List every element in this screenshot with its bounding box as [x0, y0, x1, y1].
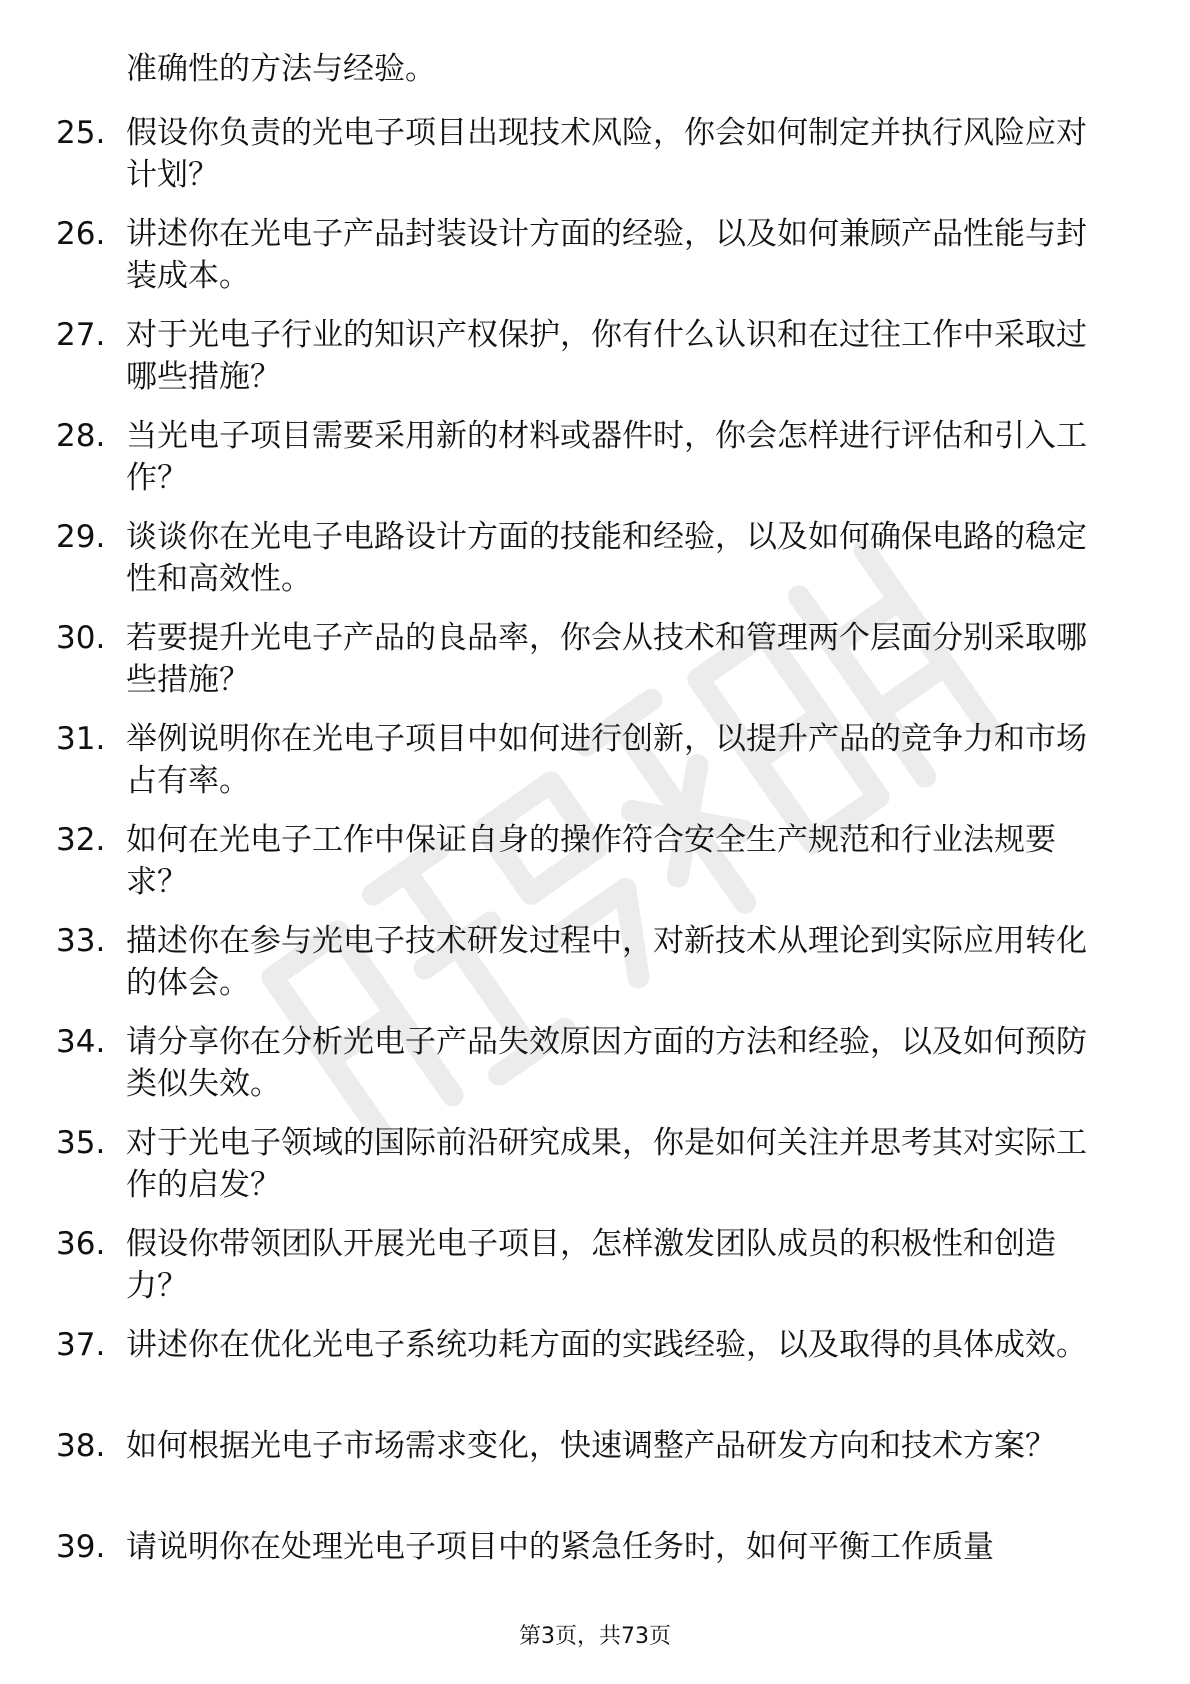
page-number-footer: 第3页，共73页 — [519, 1624, 671, 1649]
question-item — [0, 617, 1190, 718]
question-text: 描述你在参与光电子技术研发过程中，对新技术从理论到实际应用转化的体会。 — [126, 923, 1087, 1001]
question-list — [0, 112, 1190, 1627]
question-number: 31. — [56, 721, 106, 757]
question-item — [0, 415, 1190, 516]
question-text: 对于光电子行业的知识产权保护，你有什么认识和在过往工作中采取过哪些措施？ — [126, 317, 1087, 395]
question-number: 39. — [56, 1529, 106, 1565]
question-text: 请分享你在分析光电子产品失效原因方面的方法和经验，以及如何预防类似失效。 — [126, 1024, 1087, 1102]
question-item — [0, 1223, 1190, 1324]
question-item — [0, 718, 1190, 819]
question-text: 谈谈你在光电子电路设计方面的技能和经验，以及如何确保电路的稳定性和高效性。 — [126, 519, 1087, 597]
question-text: 举例说明你在光电子项目中如何进行创新，以提升产品的竞争力和市场占有率。 — [126, 721, 1087, 799]
continued-question-text: 准确性的方法与经验。 — [126, 51, 436, 87]
question-number: 37. — [56, 1327, 106, 1363]
question-number: 34. — [56, 1024, 106, 1060]
question-item — [0, 1324, 1190, 1425]
question-number: 32. — [56, 822, 106, 858]
question-number: 29. — [56, 519, 106, 555]
question-item — [0, 112, 1190, 213]
question-item — [0, 1122, 1190, 1223]
question-number: 35. — [56, 1125, 106, 1161]
question-item — [0, 516, 1190, 617]
question-item — [0, 1021, 1190, 1122]
question-item — [0, 213, 1190, 314]
question-item — [0, 314, 1190, 415]
question-number: 33. — [56, 923, 106, 959]
question-text: 假设你负责的光电子项目出现技术风险，你会如何制定并执行风险应对计划？ — [126, 115, 1087, 193]
question-number: 25. — [56, 115, 106, 151]
question-number: 28. — [56, 418, 106, 454]
question-number: 30. — [56, 620, 106, 656]
question-number: 36. — [56, 1226, 106, 1262]
question-item — [0, 920, 1190, 1021]
question-number: 38. — [56, 1428, 106, 1464]
question-text: 请说明你在处理光电子项目中的紧急任务时，如何平衡工作质量 — [126, 1529, 994, 1565]
question-item — [0, 1425, 1190, 1526]
question-item — [0, 819, 1190, 920]
question-item — [0, 1526, 1190, 1627]
question-number: 27. — [56, 317, 106, 353]
question-text: 如何在光电子工作中保证自身的操作符合安全生产规范和行业法规要求？ — [126, 822, 1056, 900]
question-text: 讲述你在优化光电子系统功耗方面的实践经验，以及取得的具体成效。 — [126, 1327, 1087, 1363]
question-text: 如何根据光电子市场需求变化，快速调整产品研发方向和技术方案？ — [126, 1428, 1056, 1464]
question-text: 若要提升光电子产品的良品率，你会从技术和管理两个层面分别采取哪些措施？ — [126, 620, 1087, 698]
question-text: 讲述你在光电子产品封装设计方面的经验，以及如何兼顾产品性能与封装成本。 — [126, 216, 1087, 294]
question-text: 当光电子项目需要采用新的材料或器件时，你会怎样进行评估和引入工作？ — [126, 418, 1087, 496]
question-text: 假设你带领团队开展光电子项目，怎样激发团队成员的积极性和创造力？ — [126, 1226, 1056, 1304]
question-text: 对于光电子领域的国际前沿研究成果，你是如何关注并思考其对实际工作的启发？ — [126, 1125, 1087, 1203]
question-number: 26. — [56, 216, 106, 252]
